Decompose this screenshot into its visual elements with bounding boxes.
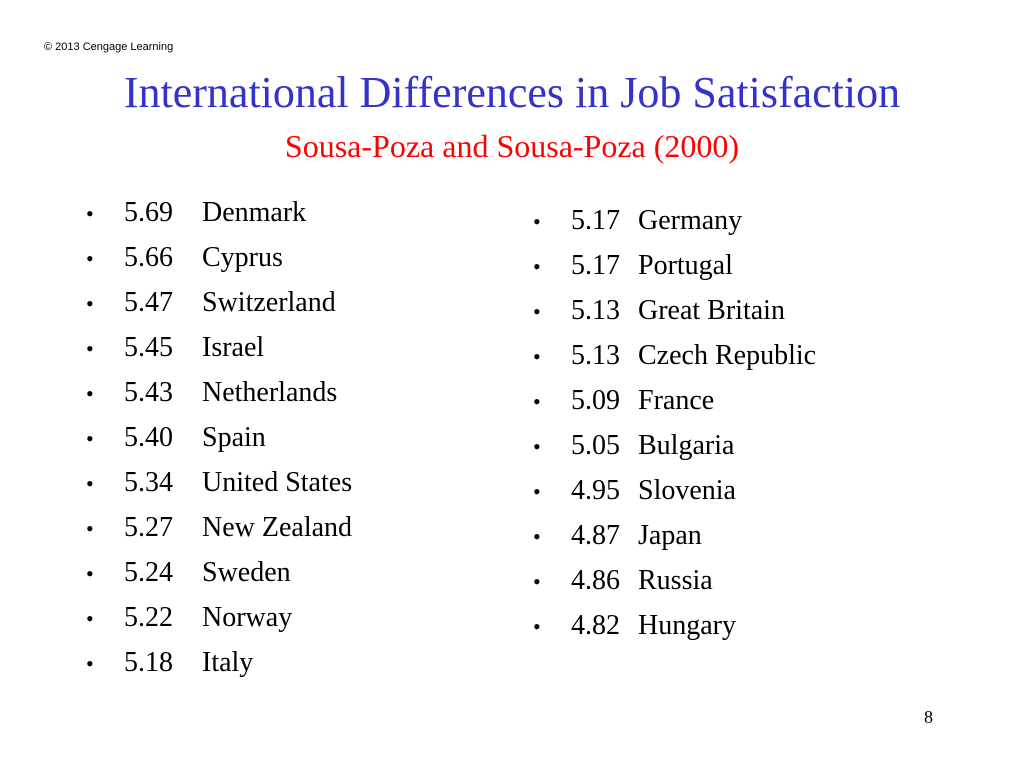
country-name: Switzerland [202,287,336,318]
country-name: Israel [202,332,265,363]
list-item [86,550,352,595]
country-name: Great Britain [638,295,785,326]
country-name: Sweden [202,557,291,588]
bullet-icon: • [533,209,541,234]
satisfaction-score: 5.24 [124,557,173,588]
list-item [86,640,352,685]
bullet-icon: • [86,471,94,496]
bullet-icon: • [533,479,541,504]
bullet-icon: • [86,381,94,406]
list-item [533,423,816,468]
satisfaction-score: 5.17 [571,250,620,281]
satisfaction-score: 5.43 [124,377,173,408]
country-name: Cyprus [202,242,283,273]
country-name: Czech Republic [638,340,817,371]
list-item [533,558,816,603]
list-item [86,370,352,415]
list-item [86,325,352,370]
country-name: Netherlands [202,377,338,408]
country-name: Denmark [202,197,307,228]
satisfaction-score: 5.45 [124,332,173,363]
list-item [533,513,816,558]
list-item [533,198,816,243]
satisfaction-score: 5.17 [571,205,620,236]
country-name: Italy [202,647,254,678]
bullet-icon: • [86,336,94,361]
bullet-icon: • [86,426,94,451]
country-name: Norway [202,602,293,633]
list-item [86,235,352,280]
satisfaction-score: 5.40 [124,422,173,453]
bullet-icon: • [86,291,94,316]
bullet-icon: • [533,614,541,639]
country-name: France [638,385,715,416]
country-name: New Zealand [202,512,353,543]
satisfaction-score: 4.95 [571,475,620,506]
bullet-icon: • [86,516,94,541]
bullet-icon: • [86,651,94,676]
left-country-list [86,190,352,685]
satisfaction-score: 4.82 [571,610,620,641]
country-name: Slovenia [638,475,736,506]
country-name: Russia [638,565,713,596]
list-item [86,595,352,640]
bullet-icon: • [533,389,541,414]
country-name: Bulgaria [638,430,735,461]
list-item [533,468,816,513]
satisfaction-score: 5.13 [571,340,620,371]
list-item [533,603,816,648]
satisfaction-score: 5.27 [124,512,173,543]
country-name: United States [202,467,353,498]
satisfaction-score: 5.05 [571,430,620,461]
satisfaction-score: 5.18 [124,647,173,678]
list-item [86,415,352,460]
slide-subtitle: Sousa-Poza and Sousa-Poza (2000) [284,128,740,164]
list-item [533,243,816,288]
list-item [533,288,816,333]
slide-title: International Differences in Job Satisfaction [123,68,901,117]
satisfaction-score: 5.66 [124,242,173,273]
list-item [533,333,816,378]
copyright-notice: © 2013 Cengage Learning [44,41,174,53]
bullet-icon: • [533,299,541,324]
satisfaction-score: 5.69 [124,197,173,228]
list-item [86,190,352,235]
bullet-icon: • [86,201,94,226]
satisfaction-score: 5.34 [124,467,173,498]
satisfaction-score: 5.13 [571,295,620,326]
country-name: Japan [638,520,702,551]
bullet-icon: • [86,561,94,586]
list-item [533,378,816,423]
list-item [86,280,352,325]
country-name: Hungary [638,610,736,641]
bullet-icon: • [533,434,541,459]
list-item [86,505,352,550]
bullet-icon: • [533,254,541,279]
satisfaction-score: 4.86 [571,565,620,596]
satisfaction-score: 4.87 [571,520,620,551]
satisfaction-score: 5.47 [124,287,173,318]
country-name: Germany [638,205,743,236]
list-item [86,460,352,505]
bullet-icon: • [533,524,541,549]
satisfaction-score: 5.09 [571,385,620,416]
country-name: Portugal [638,250,733,281]
bullet-icon: • [86,246,94,271]
page-number: 8 [924,707,933,727]
bullet-icon: • [533,569,541,594]
satisfaction-score: 5.22 [124,602,173,633]
bullet-icon: • [86,606,94,631]
bullet-icon: • [533,344,541,369]
right-country-list [533,198,816,648]
country-name: Spain [202,422,266,453]
